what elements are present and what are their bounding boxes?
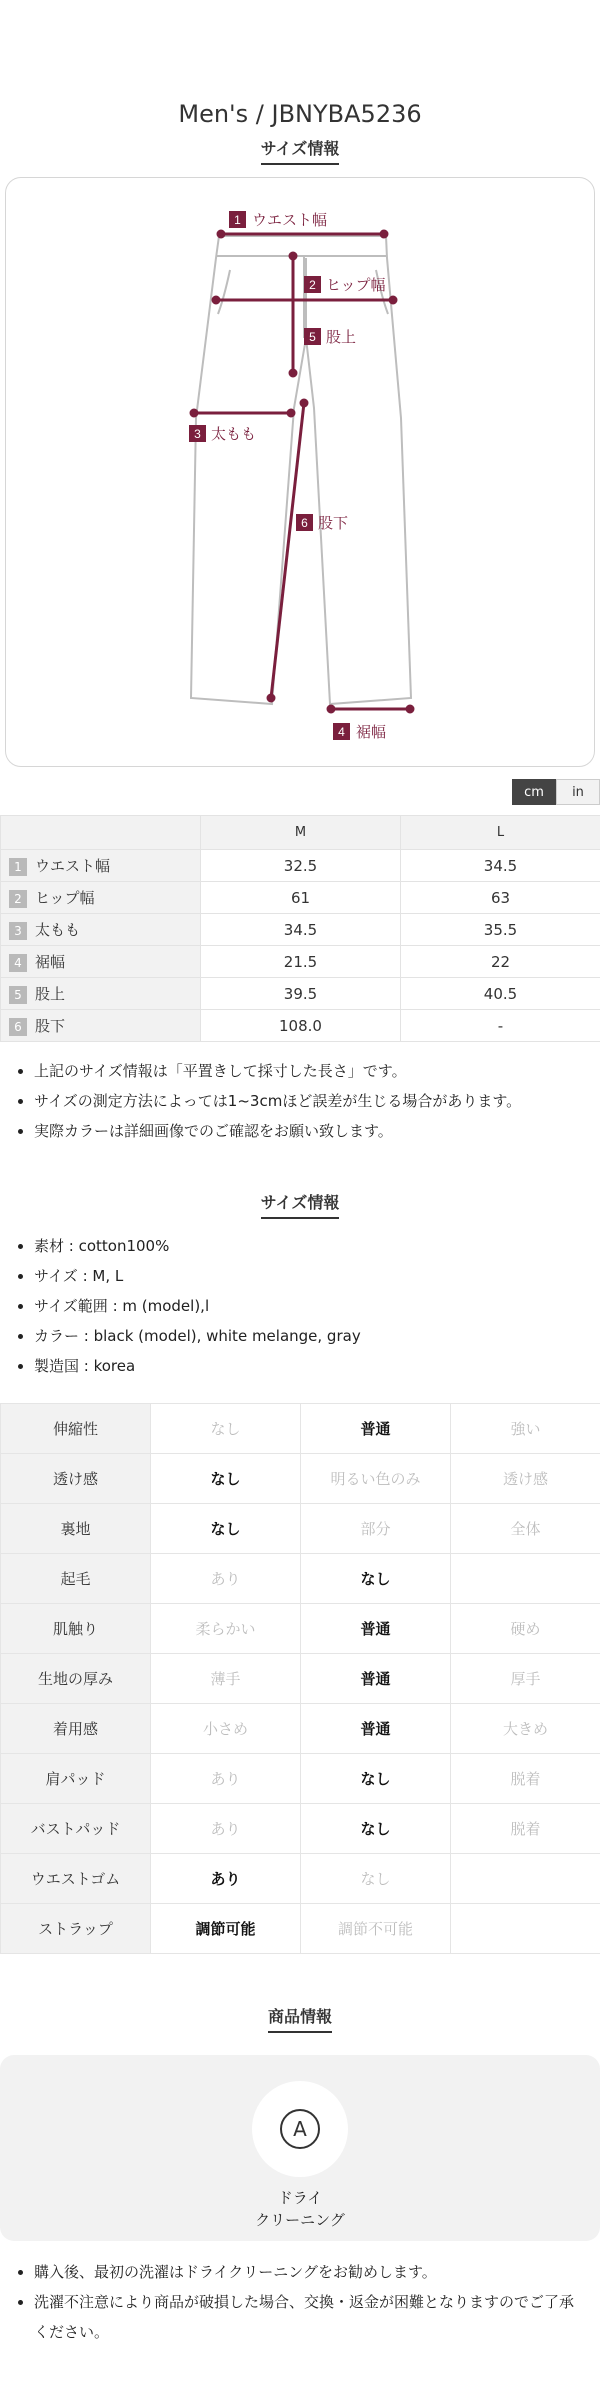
- size-value-cell: 39.5: [201, 978, 401, 1010]
- property-option: 明るい色のみ: [301, 1454, 451, 1504]
- care-note-item: 購入後、最初の洗濯はドライクリーニングをお勧めします。: [14, 2257, 586, 2287]
- property-row: [1, 1904, 600, 1954]
- size-value-cell: 108.0: [201, 1010, 401, 1042]
- measurement-number-badge: 6: [9, 1018, 27, 1036]
- property-option: 強い: [451, 1404, 600, 1454]
- property-option: 硬め: [451, 1604, 600, 1654]
- property-option-selected: あり: [151, 1854, 301, 1904]
- property-row: [1, 1554, 600, 1604]
- measurement-number-badge: 3: [9, 922, 27, 940]
- measurement-labels: [189, 211, 386, 741]
- property-option: 厚手: [451, 1654, 600, 1704]
- measurement-name: 股下: [35, 1017, 66, 1035]
- svg-text:5: 5: [309, 330, 316, 344]
- size-value-cell: 61: [201, 882, 401, 914]
- svg-text:1: 1: [234, 213, 241, 227]
- property-row: [1, 1654, 600, 1704]
- care-label-line2: クリーニング: [255, 2211, 345, 2229]
- property-option-selected: なし: [151, 1454, 301, 1504]
- property-row: [1, 1404, 600, 1454]
- care-note-item: 洗濯不注意により商品が破損した場合、交換・返金が困難となりますのでご了承ください。: [14, 2287, 586, 2347]
- measurement-name: ウエスト幅: [35, 857, 111, 875]
- property-option-selected: なし: [301, 1754, 451, 1804]
- size-row-label: [1, 946, 201, 978]
- unit-toggle: [0, 779, 600, 807]
- property-label: 裏地: [1, 1504, 151, 1554]
- property-option: 脱着: [451, 1804, 600, 1854]
- product-spec-item: カラー : black (model), white melange, gray: [14, 1321, 600, 1351]
- property-option-selected: 調節可能: [151, 1904, 301, 1954]
- property-label: 起毛: [1, 1554, 151, 1604]
- care-section-heading: [0, 2004, 600, 2033]
- property-row: [1, 1604, 600, 1654]
- size-value-cell: 63: [401, 882, 600, 914]
- product-spec-item: 素材 : cotton100%: [14, 1231, 600, 1261]
- property-option-selected: なし: [301, 1554, 451, 1604]
- property-row: [1, 1754, 600, 1804]
- svg-text:ウエスト幅: ウエスト幅: [252, 212, 328, 229]
- size-value-cell: 22: [401, 946, 600, 978]
- size-table-header: [1, 816, 600, 850]
- product-section-heading-text: サイズ情報: [261, 1190, 340, 1219]
- size-value-cell: 40.5: [401, 978, 600, 1010]
- property-option: 脱着: [451, 1754, 600, 1804]
- property-option: 全体: [451, 1504, 600, 1554]
- property-label: 生地の厚み: [1, 1654, 151, 1704]
- properties-table: [0, 1403, 600, 1954]
- size-note-item: サイズの測定方法によっては1~3cmほど誤差が生じる場合があります。: [14, 1086, 600, 1116]
- svg-text:ヒップ幅: ヒップ幅: [326, 277, 386, 294]
- size-diagram: [5, 177, 595, 767]
- property-option: あり: [151, 1754, 301, 1804]
- measurement-number-badge: 2: [9, 890, 27, 908]
- unit-cm-button[interactable]: cm: [512, 779, 556, 805]
- care-notes: [0, 2241, 600, 2347]
- size-value-cell: -: [401, 1010, 600, 1042]
- product-spec-item: 製造国 : korea: [14, 1351, 600, 1381]
- care-label: [0, 2187, 600, 2231]
- size-table-header-cell: [1, 816, 201, 850]
- product-section-heading: [0, 1190, 600, 1219]
- size-table-row: [1, 850, 600, 882]
- property-label: 着用感: [1, 1704, 151, 1754]
- size-table-header-cell: L: [401, 816, 600, 850]
- size-section-heading-text: サイズ情報: [261, 136, 340, 165]
- label-waist: [229, 211, 327, 229]
- property-label: 肩パッド: [1, 1754, 151, 1804]
- property-option-selected: なし: [301, 1804, 451, 1854]
- size-note-item: 実際カラーは詳細画像でのご確認をお願い致します。: [14, 1116, 600, 1146]
- property-option: [451, 1904, 600, 1954]
- property-label: ストラップ: [1, 1904, 151, 1954]
- property-option-selected: 普通: [301, 1604, 451, 1654]
- measurement-name: 太もも: [35, 921, 81, 939]
- measurement-number-badge: 1: [9, 858, 27, 876]
- label-hip: [304, 276, 386, 294]
- property-label: バストパッド: [1, 1804, 151, 1854]
- page-title: Men's / JBNYBA5236: [178, 100, 422, 128]
- measurement-name: ヒップ幅: [35, 889, 95, 907]
- care-label-line1: ドライ: [277, 2189, 323, 2207]
- measurement-number-badge: 5: [9, 986, 27, 1004]
- property-option: なし: [151, 1404, 301, 1454]
- property-label: 肌触り: [1, 1604, 151, 1654]
- property-label: 透け感: [1, 1454, 151, 1504]
- svg-text:6: 6: [301, 516, 308, 530]
- svg-text:3: 3: [194, 427, 201, 441]
- property-label: 伸縮性: [1, 1404, 151, 1454]
- size-table-row: [1, 978, 600, 1010]
- property-label: ウエストゴム: [1, 1854, 151, 1904]
- svg-text:股下: 股下: [318, 515, 349, 532]
- property-option: 薄手: [151, 1654, 301, 1704]
- size-value-cell: 34.5: [401, 850, 600, 882]
- unit-in-button[interactable]: in: [556, 779, 600, 805]
- size-value-cell: 21.5: [201, 946, 401, 978]
- size-row-label: [1, 882, 201, 914]
- product-specs: [0, 1219, 600, 1381]
- size-table-row: [1, 914, 600, 946]
- size-note-item: 上記のサイズ情報は「平置きして採寸した長さ」です。: [14, 1056, 600, 1086]
- property-option: あり: [151, 1804, 301, 1854]
- svg-text:裾幅: 裾幅: [356, 724, 387, 741]
- svg-text:股上: 股上: [326, 329, 357, 346]
- label-inseam: [296, 514, 348, 532]
- label-thigh: [189, 425, 256, 443]
- property-option: あり: [151, 1554, 301, 1604]
- label-rise: [304, 328, 356, 346]
- pants-outline: [191, 236, 411, 704]
- property-option: [451, 1554, 600, 1604]
- size-table-row: [1, 946, 600, 978]
- property-option-selected: 普通: [301, 1404, 451, 1454]
- label-hem: [333, 723, 386, 741]
- property-option: 柔らかい: [151, 1604, 301, 1654]
- care-icon-circle: [252, 2081, 348, 2177]
- property-option: 部分: [301, 1504, 451, 1554]
- care-section-heading-text: 商品情報: [268, 2004, 332, 2033]
- pants-diagram-svg: [6, 178, 596, 768]
- product-spec-item: サイズ範囲 : m (model),l: [14, 1291, 600, 1321]
- size-value-cell: 35.5: [401, 914, 600, 946]
- measurement-name: 股上: [35, 985, 66, 1003]
- care-box: [0, 2055, 600, 2241]
- property-option: 大きめ: [451, 1704, 600, 1754]
- size-section-heading: [0, 136, 600, 165]
- property-option: なし: [301, 1854, 451, 1904]
- property-option: 透け感: [451, 1454, 600, 1504]
- size-row-label: [1, 914, 201, 946]
- size-row-label: [1, 850, 201, 882]
- measurement-name: 裾幅: [35, 953, 66, 971]
- property-option: 小さめ: [151, 1704, 301, 1754]
- property-option-selected: なし: [151, 1504, 301, 1554]
- property-row: [1, 1504, 600, 1554]
- size-table-row: [1, 1010, 600, 1042]
- size-row-label: [1, 978, 201, 1010]
- size-table-row: [1, 882, 600, 914]
- measurement-lines: [191, 231, 413, 712]
- property-row: [1, 1704, 600, 1754]
- measurement-number-badge: 4: [9, 954, 27, 972]
- property-option-selected: 普通: [301, 1654, 451, 1704]
- svg-text:太もも: 太もも: [211, 426, 257, 443]
- property-row: [1, 1454, 600, 1504]
- size-value-cell: 32.5: [201, 850, 401, 882]
- property-row: [1, 1804, 600, 1854]
- property-option-selected: 普通: [301, 1704, 451, 1754]
- property-option: 調節不可能: [301, 1904, 451, 1954]
- size-notes: [0, 1042, 600, 1146]
- svg-text:2: 2: [309, 278, 316, 292]
- size-table-header-cell: M: [201, 816, 401, 850]
- size-value-cell: 34.5: [201, 914, 401, 946]
- property-row: [1, 1854, 600, 1904]
- size-table: [0, 815, 600, 1042]
- size-row-label: [1, 1010, 201, 1042]
- product-spec-item: サイズ : M, L: [14, 1261, 600, 1291]
- property-option: [451, 1854, 600, 1904]
- dry-clean-icon: A: [280, 2109, 320, 2149]
- svg-text:4: 4: [338, 725, 345, 739]
